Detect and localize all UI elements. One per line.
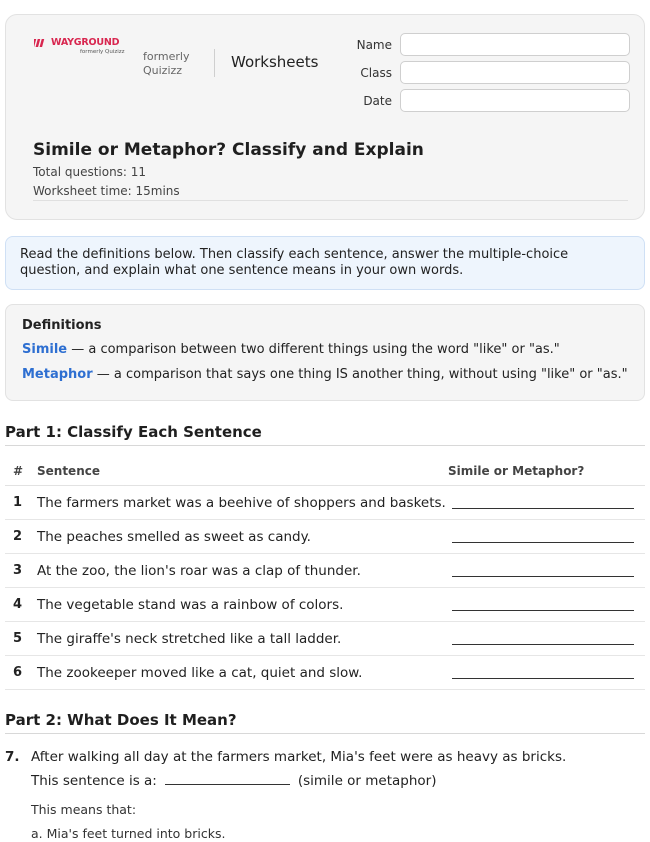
formerly-quizizz: formerly Quizizz: [143, 50, 190, 77]
column-sentence: Sentence: [37, 464, 100, 478]
table-row: [5, 520, 645, 554]
brand-name: WAYGROUND: [51, 37, 120, 48]
row-sentence: At the zoo, the lion's roar was a clap of thunder.: [37, 563, 361, 579]
classification-blank[interactable]: [165, 784, 290, 785]
row-number: 6: [13, 665, 23, 680]
date-field-row: [352, 89, 630, 112]
part2-heading: Part 2: What Does It Mean?: [5, 711, 237, 729]
table-header: [5, 455, 645, 486]
row-number: 4: [13, 597, 23, 612]
means-label: This means that:: [31, 802, 137, 817]
total-questions: Total questions: 11: [33, 165, 147, 179]
name-field[interactable]: [400, 33, 630, 56]
definition-metaphor: [22, 367, 628, 382]
brand-subtitle: formerly Quizizz: [80, 49, 125, 55]
definitions-title: Definitions: [22, 318, 102, 333]
answer-blank[interactable]: [452, 610, 634, 611]
row-number: 5: [13, 631, 23, 646]
column-number: #: [13, 464, 24, 478]
wayground-logo: [34, 37, 126, 77]
class-field-row: [352, 61, 630, 84]
definition-text: — a comparison between two different things using the word "like" or "as.": [67, 342, 560, 357]
row-sentence: The farmers market was a beehive of shoppers and baskets.: [37, 495, 446, 511]
part1-heading: Part 1: Classify Each Sentence: [5, 423, 262, 441]
row-sentence: The vegetable stand was a rainbow of colors.: [37, 597, 344, 613]
row-number: 2: [13, 529, 23, 544]
row-number: 1: [13, 495, 23, 510]
answer-blank[interactable]: [452, 644, 634, 645]
prompt-hint: (simile or metaphor): [297, 773, 437, 789]
class-field[interactable]: [400, 61, 630, 84]
answer-blank[interactable]: [452, 678, 634, 679]
answer-blank[interactable]: [452, 508, 634, 509]
wayground-mark-icon: [34, 38, 48, 48]
header-divider: [214, 49, 215, 77]
table-row: [5, 588, 645, 622]
header-rule: [33, 200, 628, 201]
class-label: Class: [360, 65, 392, 80]
definitions-box: [5, 304, 645, 401]
definition-simile: [22, 342, 560, 357]
name-label: Name: [356, 37, 392, 52]
instructions-box: Read the definitions below. Then classify each sentence, answer the multiple-choice question, and explain what one sentence means in your own words.: [5, 236, 645, 290]
part2-rule: [5, 733, 645, 734]
option-a[interactable]: a. Mia's feet turned into bricks.: [31, 826, 226, 841]
table-row: [5, 554, 645, 588]
row-sentence: The peaches smelled as sweet as candy.: [37, 529, 311, 545]
prompt-label: This sentence is a:: [31, 773, 157, 789]
worksheet-header: [5, 14, 645, 220]
row-number: 3: [13, 563, 23, 578]
table-row: [5, 656, 645, 690]
answer-blank[interactable]: [452, 542, 634, 543]
worksheet-time: Worksheet time: 15mins: [33, 184, 180, 198]
classify-table: [5, 455, 645, 690]
part1-rule: [5, 445, 645, 446]
table-row: [5, 622, 645, 656]
definition-term: Simile: [22, 342, 68, 357]
question-text: After walking all day at the farmers market, Mia's feet were as heavy as bricks.: [31, 749, 567, 765]
worksheets-label: Worksheets: [231, 53, 319, 71]
answer-blank[interactable]: [452, 576, 634, 577]
classification-prompt: [31, 773, 437, 789]
table-row: [5, 486, 645, 520]
definition-term: Metaphor: [22, 367, 93, 382]
question-number: 7.: [5, 749, 20, 765]
date-label: Date: [363, 93, 392, 108]
row-sentence: The giraffe's neck stretched like a tall ladder.: [37, 631, 342, 647]
date-field[interactable]: [400, 89, 630, 112]
name-field-row: [352, 33, 630, 56]
worksheet-title: Simile or Metaphor? Classify and Explain: [33, 140, 424, 160]
column-answer: Simile or Metaphor?: [448, 464, 585, 478]
row-sentence: The zookeeper moved like a cat, quiet and slow.: [37, 665, 363, 681]
definition-text: — a comparison that says one thing IS another thing, without using "like" or "as.": [92, 367, 628, 382]
